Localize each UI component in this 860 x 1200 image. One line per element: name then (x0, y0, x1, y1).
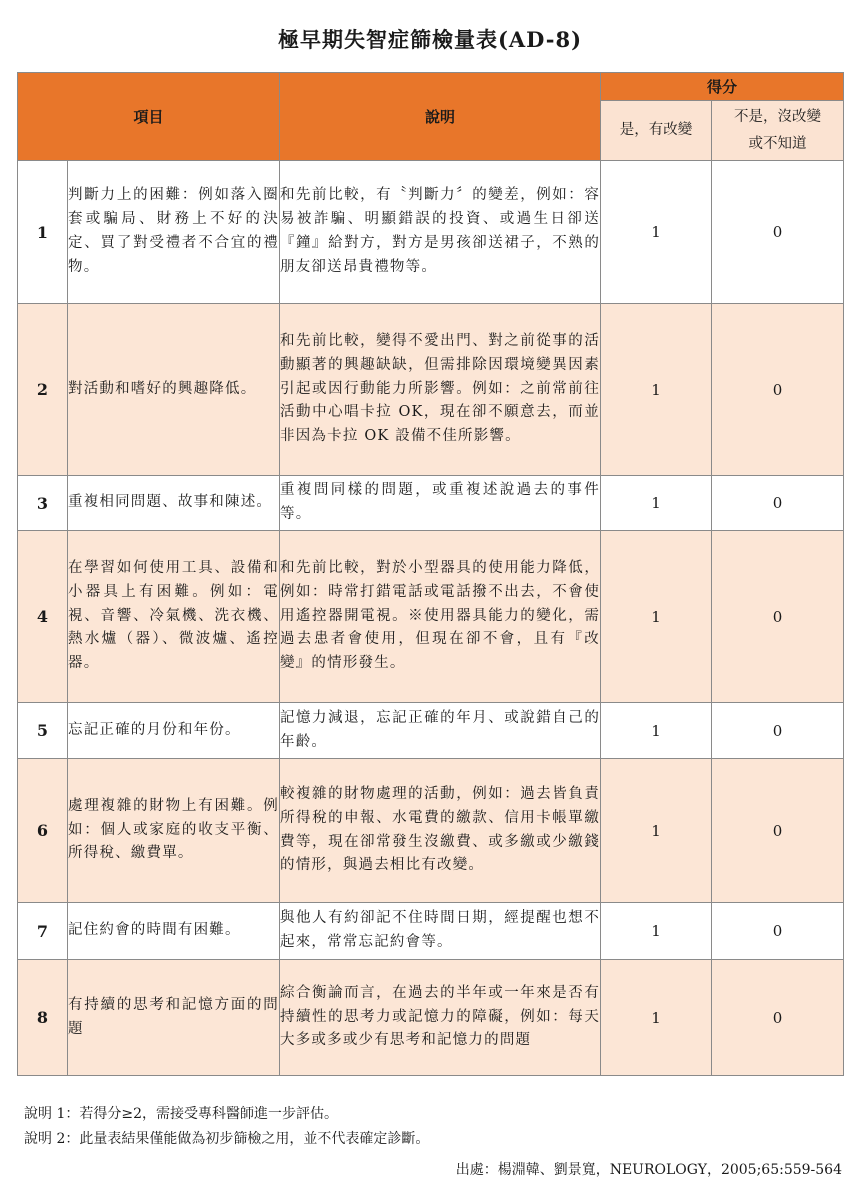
score-no: 0 (712, 161, 844, 304)
score-yes: 1 (601, 903, 712, 960)
row-item: 重複相同問題、故事和陳述。 (68, 476, 280, 531)
score-no: 0 (712, 703, 844, 759)
table-row (18, 759, 844, 903)
row-number: 5 (18, 703, 68, 759)
row-description: 和先前比較，對於小型器具的使用能力降低，例如：時常打錯電話或電話撥不出去，不會使用遙控器開電視。※使用器具能力的變化，需過去患者會使用，但現在卻不會，且有『改變』的情形發生。 (280, 531, 601, 703)
row-item: 有持續的思考和記憶方面的問題 (68, 960, 280, 1076)
table-row (18, 960, 844, 1076)
row-item: 忘記正確的月份和年份。 (68, 703, 280, 759)
source-citation: 出處：楊淵韓、劉景寬，NEUROLOGY，2005;65:559-564 (455, 1162, 842, 1178)
note-2: 說明 2：此量表結果僅能做為初步篩檢之用，並不代表確定診斷。 (24, 1131, 430, 1147)
row-number: 4 (18, 531, 68, 703)
header-item: 項目 (18, 73, 280, 161)
header-description: 說明 (280, 73, 601, 161)
row-item: 記住約會的時間有困難。 (68, 903, 280, 960)
table-row (18, 476, 844, 531)
table-row (18, 304, 844, 476)
row-number: 7 (18, 903, 68, 960)
score-yes: 1 (601, 960, 712, 1076)
score-yes: 1 (601, 304, 712, 476)
row-description: 和先前比較，有〝判斷力〞的變差，例如：容易被詐騙、明顯錯誤的投資、或過生日卻送『鐘』給對方，對方是男孩卻送裙子，不熟的朋友卻送昂貴禮物等。 (280, 161, 601, 304)
row-description: 較複雜的財物處理的活動，例如：過去皆負責所得稅的申報、水電費的繳款、信用卡帳單繳費等，現在卻常發生沒繳費、或多繳或少繳錢的情形，與過去相比有改變。 (280, 759, 601, 903)
row-number: 1 (18, 161, 68, 304)
table-row (18, 903, 844, 960)
table-row (18, 161, 844, 304)
row-item: 判斷力上的困難：例如落入圈套或騙局、財務上不好的決定、買了對受禮者不合宜的禮物。 (68, 161, 280, 304)
page-title: 極早期失智症篩檢量表(AD-8) (277, 27, 583, 52)
score-no: 0 (712, 531, 844, 703)
score-no: 0 (712, 903, 844, 960)
note-1: 說明 1：若得分≥2，需接受專科醫師進一步評估。 (24, 1106, 338, 1122)
row-description: 和先前比較，變得不愛出門、對之前從事的活動顯著的興趣缺缺，但需排除因環境變異因素引起或因行動能力所影響。例如：之前常前往活動中心唱卡拉 OK，現在卻不願意去，而並非因為卡拉 OK 設備不佳所影響。 (280, 304, 601, 476)
table-row (18, 531, 844, 703)
header-score: 得分 (601, 73, 844, 101)
score-no: 0 (712, 476, 844, 531)
score-no: 0 (712, 960, 844, 1076)
row-number: 2 (18, 304, 68, 476)
score-yes: 1 (601, 476, 712, 531)
row-description: 重複問同樣的問題，或重複述說過去的事件等。 (280, 476, 601, 531)
row-description: 記憶力減退，忘記正確的年月、或說錯自己的年齡。 (280, 703, 601, 759)
ad8-table (17, 72, 844, 1076)
row-item: 處理複雜的財物上有困難。例如：個人或家庭的收支平衡、所得稅、繳費單。 (68, 759, 280, 903)
score-yes: 1 (601, 703, 712, 759)
score-yes: 1 (601, 759, 712, 903)
header-no-change (712, 101, 844, 161)
row-item: 在學習如何使用工具、設備和小器具上有困難。例如：電視、音響、冷氣機、洗衣機、熱水爐（器）、微波爐、遙控器。 (68, 531, 280, 703)
row-number: 3 (18, 476, 68, 531)
score-no: 0 (712, 304, 844, 476)
row-description: 綜合衡論而言，在過去的半年或一年來是否有持續性的思考力或記憶力的障礙，例如：每天大多或多或少有思考和記憶力的問題 (280, 960, 601, 1076)
header-yes-changed: 是，有改變 (601, 101, 712, 161)
table-row (18, 703, 844, 759)
row-number: 6 (18, 759, 68, 903)
row-description: 與他人有約卻記不住時間日期，經提醒也想不起來，常常忘記約會等。 (280, 903, 601, 960)
score-no: 0 (712, 759, 844, 903)
notes (24, 1102, 429, 1152)
score-yes: 1 (601, 161, 712, 304)
row-number: 8 (18, 960, 68, 1076)
header-no-change-line1: 不是，沒改變 (734, 108, 822, 125)
row-item: 對活動和嗜好的興趣降低。 (68, 304, 280, 476)
header-no-change-line2: 或不知道 (748, 135, 807, 152)
score-yes: 1 (601, 531, 712, 703)
